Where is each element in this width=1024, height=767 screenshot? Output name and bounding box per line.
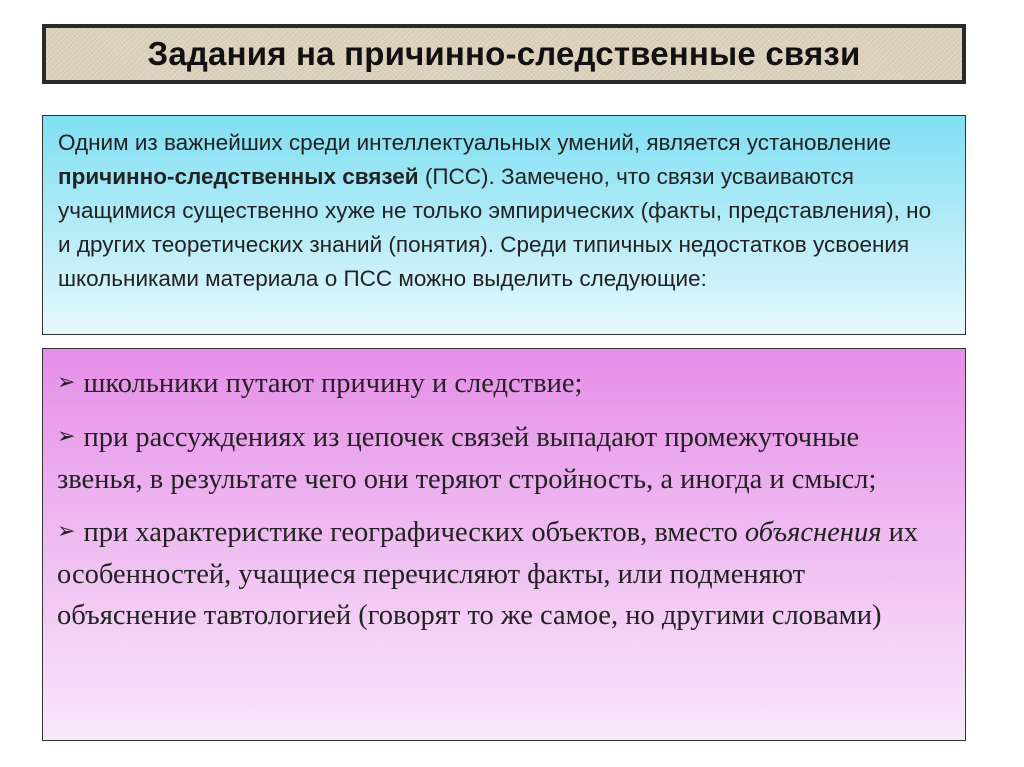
intro-text-start: Одним из важнейших среди интеллектуальных умений, является установление — [58, 130, 892, 155]
arrow-bullet-icon: ➢ — [57, 369, 76, 394]
title-banner — [42, 24, 966, 84]
arrow-bullet-icon: ➢ — [57, 518, 76, 543]
list-item-text-start: при характеристике географических объектов, вместо — [83, 517, 745, 548]
intro-text-end: (ПСС). Замечено, что связи усваиваются учащимися существенно хуже не только эмпирических (факты, представления), но и других теоретических знаний (понятия). Среди типичных недостатков усвоения школьниками материала о ПСС можно выделить следующие: — [58, 164, 932, 291]
intro-bold-term: причинно-следственных связей — [58, 164, 419, 189]
list-item-text: школьники путают причину и следствие; — [83, 368, 583, 399]
intro-panel — [42, 115, 966, 335]
slide-title: Задания на причинно-следственные связи — [147, 35, 861, 72]
list-item — [57, 417, 951, 500]
list-item-italic-term: объяснения — [744, 517, 882, 548]
list-item — [57, 363, 951, 405]
list-item-text: при рассуждениях из цепочек связей выпадают промежуточные звенья, в результате чего они теряют стройность, а иногда и смысл; — [57, 422, 877, 495]
problems-panel — [42, 348, 966, 741]
arrow-bullet-icon: ➢ — [57, 423, 76, 448]
list-item-text-end: их особенностей, учащиеся перечисляют факты, или подменяют объяснение тавтологией (говорят то же самое, но другими словами) — [57, 517, 919, 631]
list-item — [57, 512, 951, 636]
intro-paragraph — [58, 126, 947, 296]
